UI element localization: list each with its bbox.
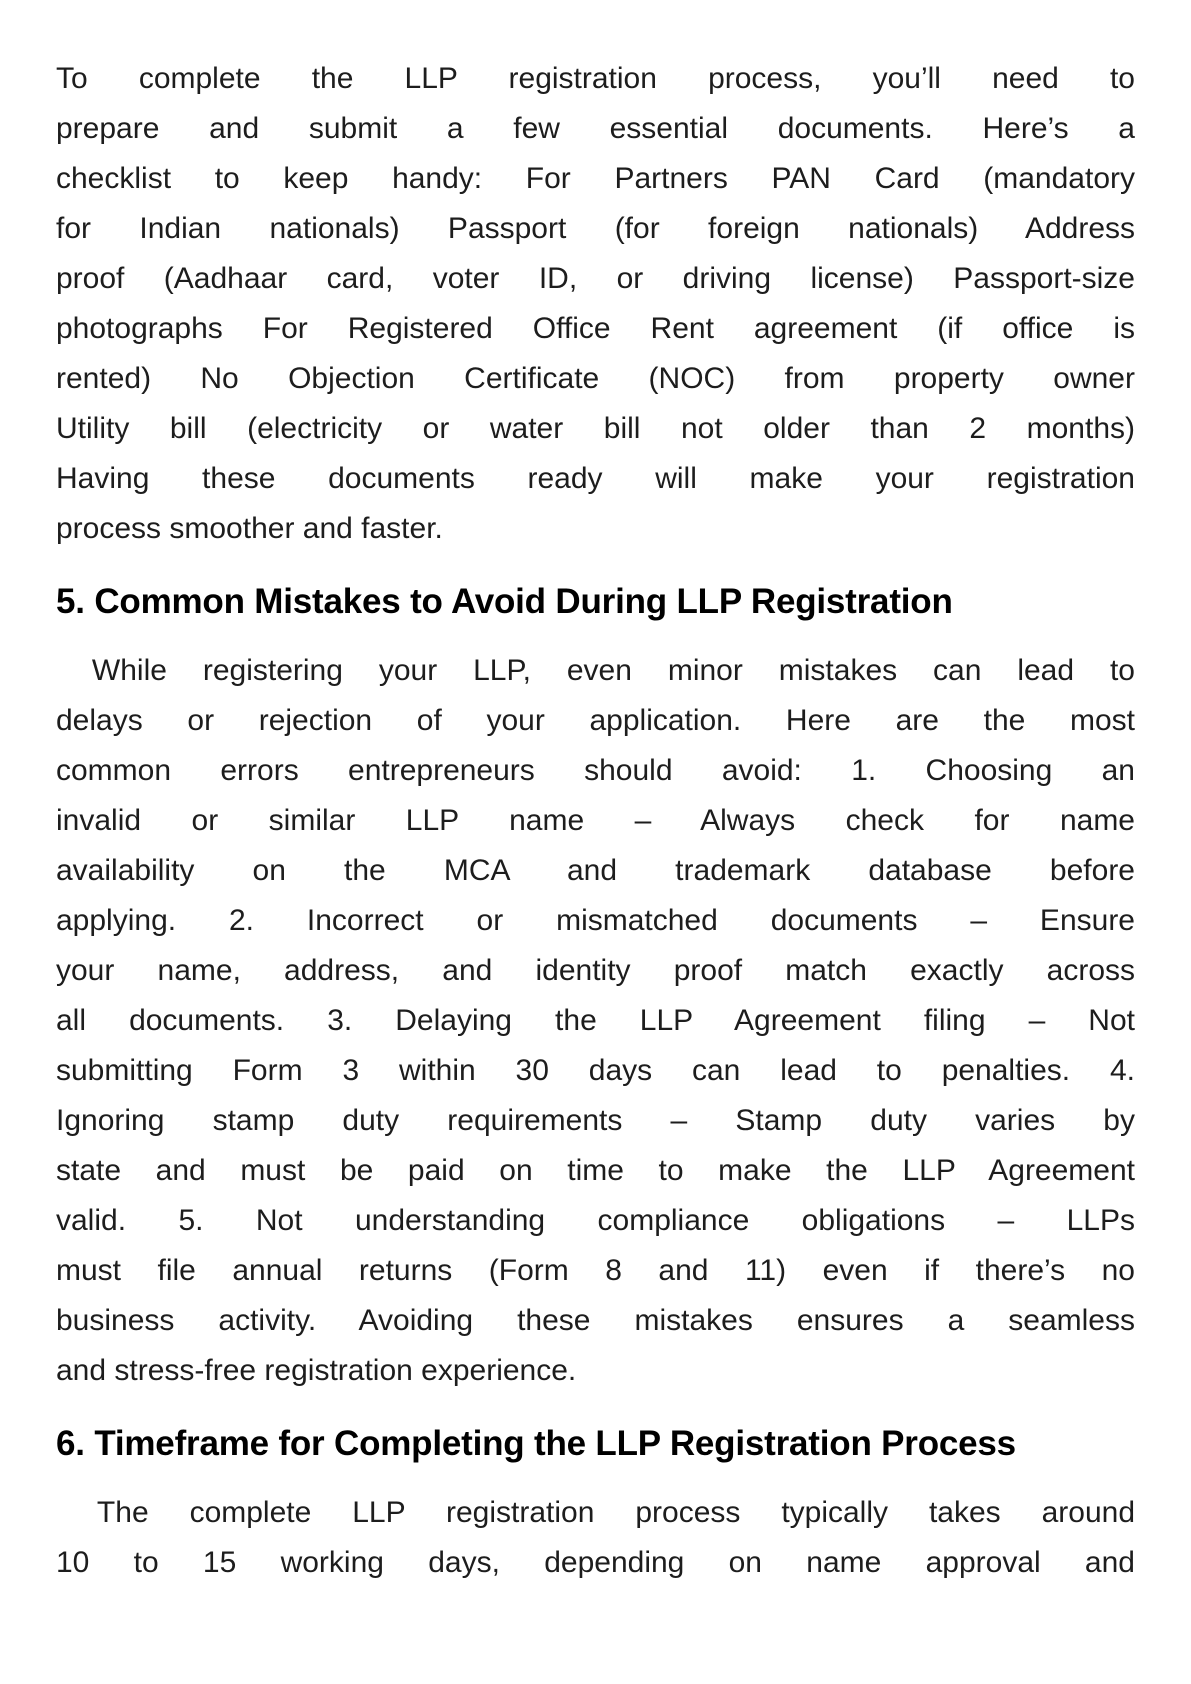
- text-line: prepare and submit a few essential documents. Here’s a: [56, 112, 1135, 145]
- text-line: Having these documents ready will make your registration: [56, 462, 1135, 495]
- text-line: Ignoring stamp duty requirements – Stamp duty varies by: [56, 1104, 1135, 1137]
- text-line: invalid or similar LLP name – Always check for name: [56, 804, 1135, 837]
- text-line: delays or rejection of your application. Here are the most: [56, 704, 1135, 737]
- text-line: common errors entrepreneurs should avoid: 1. Choosing an: [56, 754, 1135, 787]
- section-6-heading: 6. Timeframe for Completing the LLP Registration Process: [56, 1424, 1016, 1463]
- text-line: submitting Form 3 within 30 days can lead to penalties. 4.: [56, 1054, 1135, 1087]
- text-line: Utility bill (electricity or water bill not older than 2 months): [56, 412, 1135, 445]
- text-line: all documents. 3. Delaying the LLP Agreement filing – Not: [56, 1004, 1135, 1037]
- text-line: state and must be paid on time to make the LLP Agreement: [56, 1154, 1135, 1187]
- text-line: proof (Aadhaar card, voter ID, or driving license) Passport-size: [56, 262, 1135, 295]
- text-line: photographs For Registered Office Rent agreement (if office is: [56, 312, 1135, 345]
- timeframe-paragraph: [56, 1488, 1135, 1588]
- text-line: business activity. Avoiding these mistakes ensures a seamless: [56, 1304, 1135, 1337]
- text-line: The complete LLP registration process typically takes around: [56, 1496, 1135, 1529]
- text-line: availability on the MCA and trademark database before: [56, 854, 1135, 887]
- text-line: applying. 2. Incorrect or mismatched documents – Ensure: [56, 904, 1135, 937]
- text-line: checklist to keep handy: For Partners PAN Card (mandatory: [56, 162, 1135, 195]
- text-line: To complete the LLP registration process, you’ll need to: [56, 62, 1135, 95]
- text-line: process smoother and faster.: [56, 512, 443, 545]
- text-line: While registering your LLP, even minor mistakes can lead to: [56, 654, 1135, 687]
- section-5-heading: 5. Common Mistakes to Avoid During LLP Registration: [56, 582, 953, 621]
- documents-checklist-paragraph: [56, 54, 1135, 554]
- text-line: and stress-free registration experience.: [56, 1354, 577, 1387]
- text-line: valid. 5. Not understanding compliance obligations – LLPs: [56, 1204, 1135, 1237]
- text-line: rented) No Objection Certificate (NOC) from property owner: [56, 362, 1135, 395]
- common-mistakes-paragraph: [56, 646, 1135, 1396]
- text-line: 10 to 15 working days, depending on name approval and: [56, 1546, 1135, 1579]
- text-line: your name, address, and identity proof match exactly across: [56, 954, 1135, 987]
- text-line: for Indian nationals) Passport (for foreign nationals) Address: [56, 212, 1135, 245]
- text-line: must file annual returns (Form 8 and 11) even if there’s no: [56, 1254, 1135, 1287]
- article-content: [56, 54, 1135, 1588]
